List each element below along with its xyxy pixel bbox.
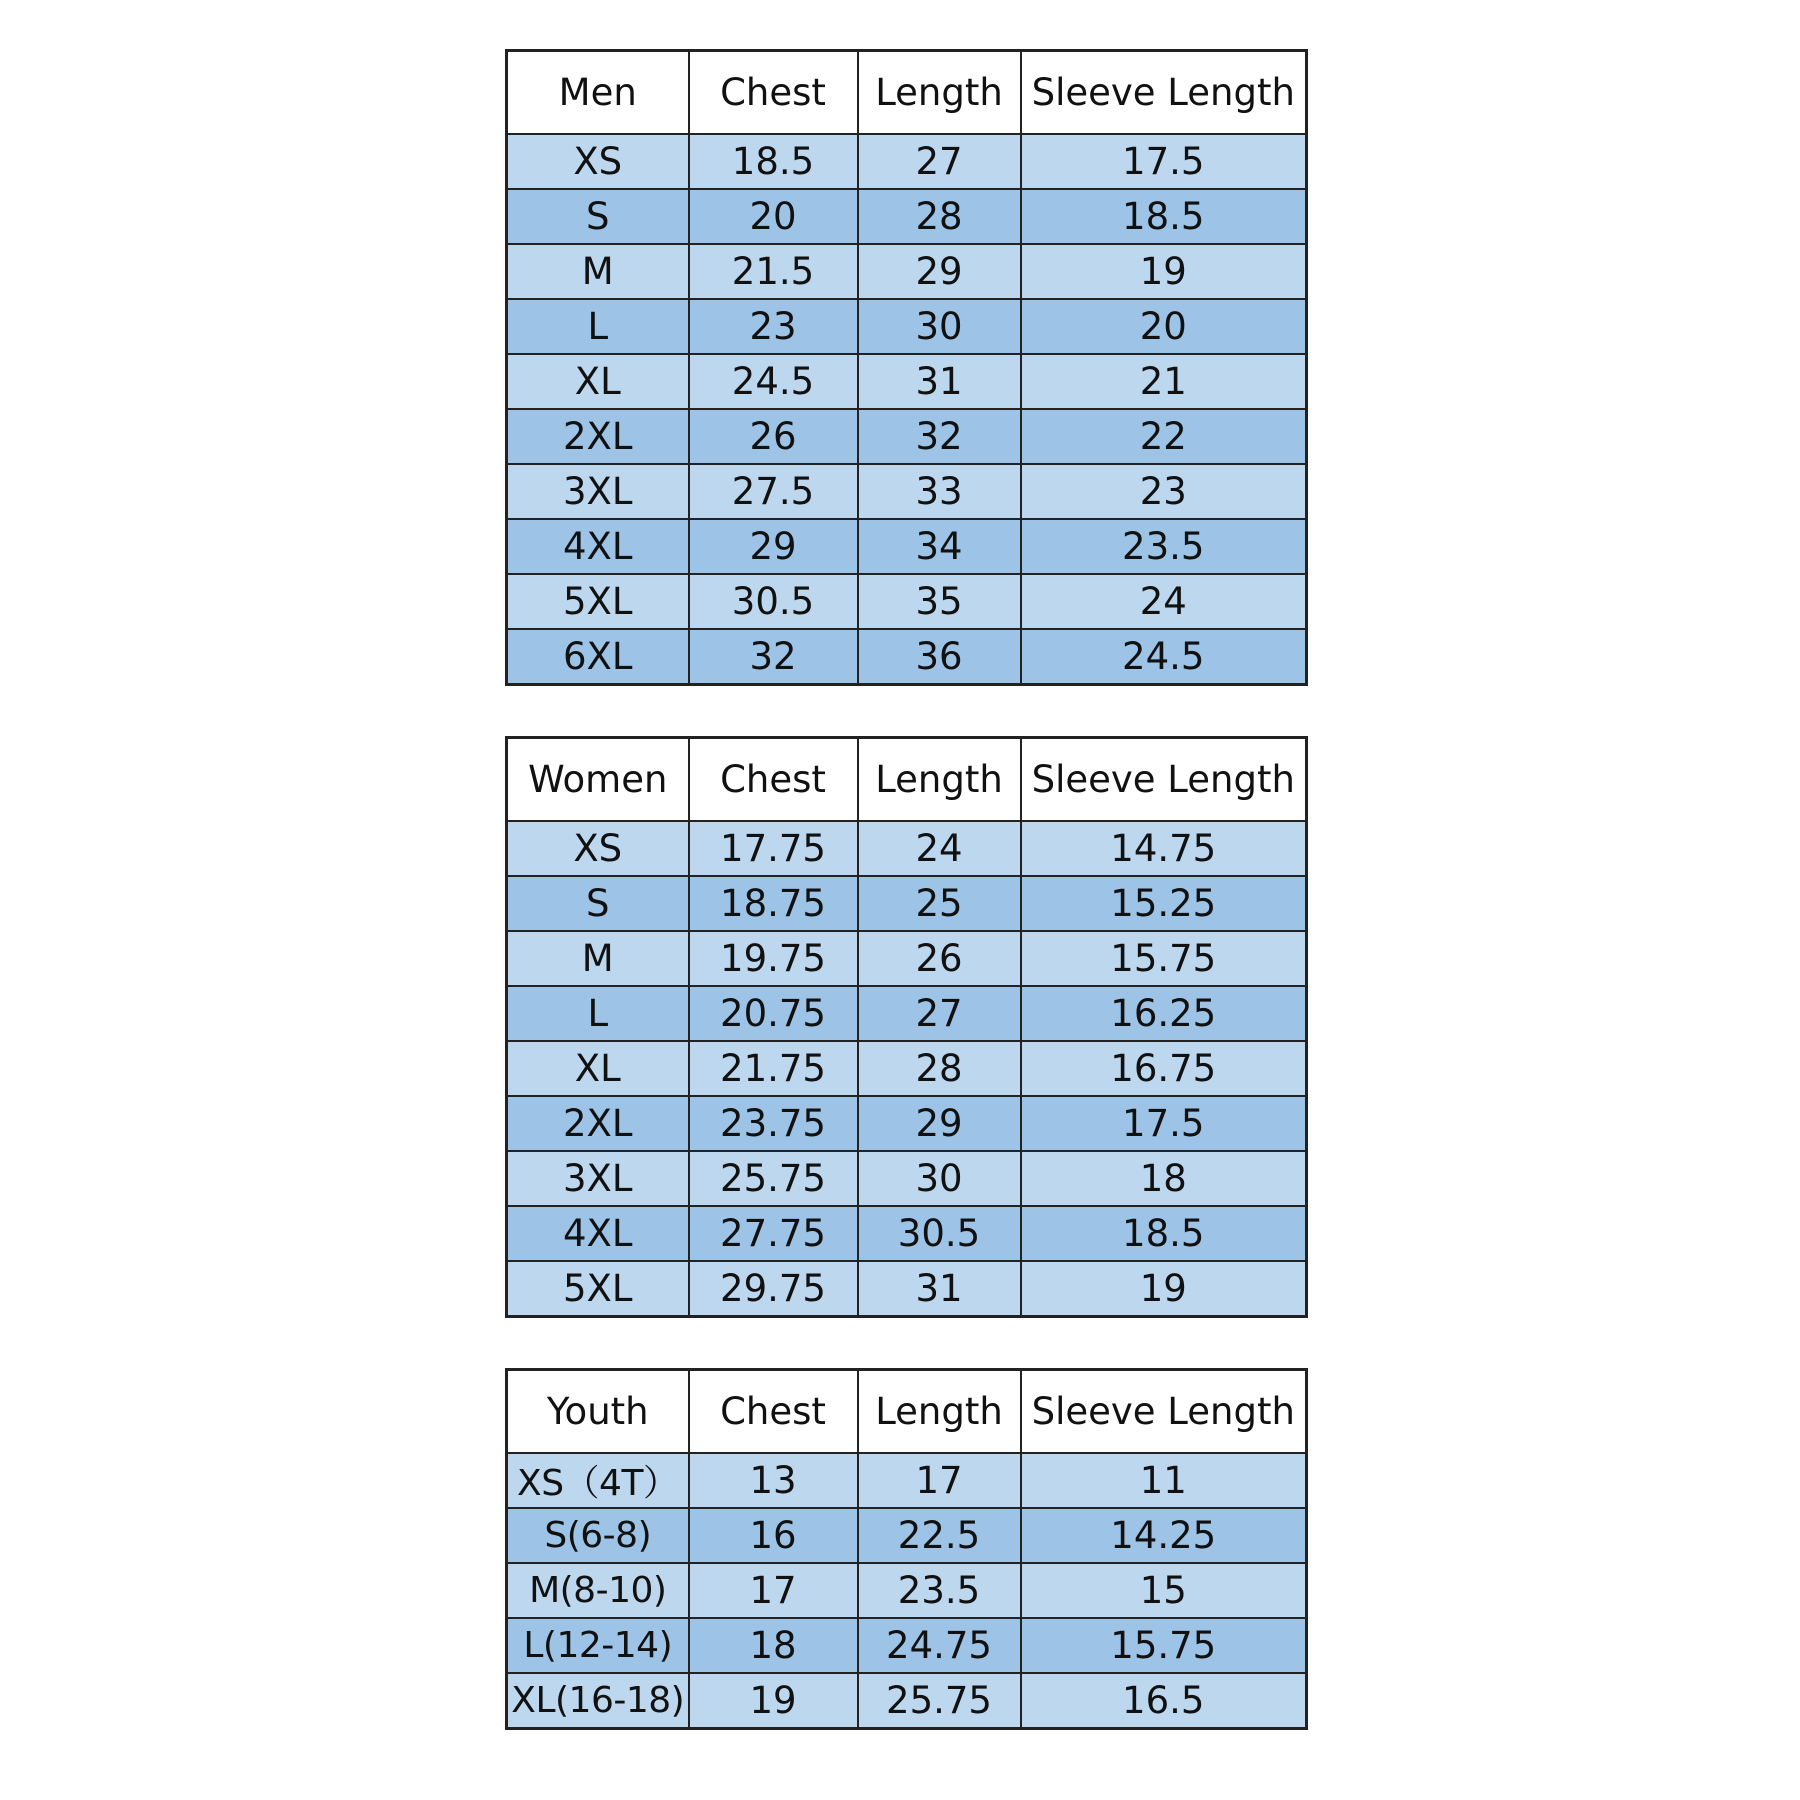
table-row — [507, 1508, 1307, 1563]
length-cell: 28 — [858, 1041, 1021, 1096]
sleeve-length-cell: 16.75 — [1021, 1041, 1307, 1096]
size-cell: XS — [507, 821, 689, 876]
sleeve-length-cell: 19 — [1021, 1261, 1307, 1317]
table-row — [507, 1041, 1307, 1096]
table-header-row — [507, 1370, 1307, 1454]
chest-cell: 29.75 — [689, 1261, 858, 1317]
sleeve-length-cell: 14.75 — [1021, 821, 1307, 876]
length-cell: 26 — [858, 931, 1021, 986]
table-row — [507, 1151, 1307, 1206]
table-row — [507, 931, 1307, 986]
sleeve-length-cell: 16.25 — [1021, 986, 1307, 1041]
header-chest: Chest — [689, 1370, 858, 1454]
men-size-table — [505, 49, 1308, 686]
length-cell: 30 — [858, 1151, 1021, 1206]
sleeve-length-cell: 15 — [1021, 1563, 1307, 1618]
chest-cell: 17.75 — [689, 821, 858, 876]
chest-cell: 23.75 — [689, 1096, 858, 1151]
table-row — [507, 134, 1307, 189]
sleeve-length-cell: 17.5 — [1021, 1096, 1307, 1151]
chest-cell: 29 — [689, 519, 858, 574]
chest-cell: 21.5 — [689, 244, 858, 299]
size-cell: M(8-10) — [507, 1563, 689, 1618]
table-row — [507, 299, 1307, 354]
length-cell: 32 — [858, 409, 1021, 464]
size-cell: S(6-8) — [507, 1508, 689, 1563]
header-length: Length — [858, 51, 1021, 135]
chest-cell: 13 — [689, 1453, 858, 1508]
table-row — [507, 1453, 1307, 1508]
size-cell: L — [507, 986, 689, 1041]
length-cell: 35 — [858, 574, 1021, 629]
chest-cell: 26 — [689, 409, 858, 464]
table-row — [507, 1096, 1307, 1151]
size-cell: 2XL — [507, 1096, 689, 1151]
chest-cell: 18.5 — [689, 134, 858, 189]
table-row — [507, 821, 1307, 876]
header-sleeve-length: Sleeve Length — [1021, 738, 1307, 822]
header-sleeve-length: Sleeve Length — [1021, 1370, 1307, 1454]
chest-cell: 18 — [689, 1618, 858, 1673]
table-row — [507, 1673, 1307, 1729]
chest-cell: 24.5 — [689, 354, 858, 409]
youth-size-table — [505, 1368, 1308, 1730]
size-cell: 4XL — [507, 1206, 689, 1261]
table-row — [507, 519, 1307, 574]
chest-cell: 32 — [689, 629, 858, 685]
chest-cell: 19.75 — [689, 931, 858, 986]
table-row — [507, 409, 1307, 464]
header-chest: Chest — [689, 738, 858, 822]
sleeve-length-cell: 21 — [1021, 354, 1307, 409]
size-cell: S — [507, 189, 689, 244]
size-cell: L — [507, 299, 689, 354]
header-size: Men — [507, 51, 689, 135]
chest-cell: 27.75 — [689, 1206, 858, 1261]
length-cell: 29 — [858, 244, 1021, 299]
header-sleeve-length: Sleeve Length — [1021, 51, 1307, 135]
chest-cell: 25.75 — [689, 1151, 858, 1206]
chest-cell: 16 — [689, 1508, 858, 1563]
header-chest: Chest — [689, 51, 858, 135]
chest-cell: 17 — [689, 1563, 858, 1618]
size-cell: XL(16-18) — [507, 1673, 689, 1729]
sleeve-length-cell: 23.5 — [1021, 519, 1307, 574]
header-size: Women — [507, 738, 689, 822]
table-header-row — [507, 738, 1307, 822]
length-cell: 29 — [858, 1096, 1021, 1151]
table-row — [507, 1563, 1307, 1618]
length-cell: 22.5 — [858, 1508, 1021, 1563]
women-size-table — [505, 736, 1308, 1318]
size-cell: XS — [507, 134, 689, 189]
size-cell: 4XL — [507, 519, 689, 574]
size-cell: 2XL — [507, 409, 689, 464]
sleeve-length-cell: 22 — [1021, 409, 1307, 464]
size-cell: M — [507, 244, 689, 299]
sleeve-length-cell: 15.75 — [1021, 1618, 1307, 1673]
header-length: Length — [858, 1370, 1021, 1454]
size-cell: 5XL — [507, 574, 689, 629]
header-length: Length — [858, 738, 1021, 822]
size-cell: L(12-14) — [507, 1618, 689, 1673]
sleeve-length-cell: 23 — [1021, 464, 1307, 519]
table-row — [507, 1261, 1307, 1317]
sleeve-length-cell: 24 — [1021, 574, 1307, 629]
table-row — [507, 876, 1307, 931]
chest-cell: 18.75 — [689, 876, 858, 931]
sleeve-length-cell: 14.25 — [1021, 1508, 1307, 1563]
size-cell: 5XL — [507, 1261, 689, 1317]
length-cell: 31 — [858, 354, 1021, 409]
length-cell: 28 — [858, 189, 1021, 244]
length-cell: 34 — [858, 519, 1021, 574]
length-cell: 23.5 — [858, 1563, 1021, 1618]
sleeve-length-cell: 19 — [1021, 244, 1307, 299]
length-cell: 27 — [858, 134, 1021, 189]
table-row — [507, 629, 1307, 685]
size-cell: XL — [507, 354, 689, 409]
sleeve-length-cell: 16.5 — [1021, 1673, 1307, 1729]
length-cell: 24 — [858, 821, 1021, 876]
table-row — [507, 244, 1307, 299]
size-cell: XS（4T） — [507, 1453, 689, 1508]
length-cell: 27 — [858, 986, 1021, 1041]
table-row — [507, 354, 1307, 409]
chest-cell: 30.5 — [689, 574, 858, 629]
table-row — [507, 1206, 1307, 1261]
table-row — [507, 986, 1307, 1041]
sleeve-length-cell: 18.5 — [1021, 1206, 1307, 1261]
table-row — [507, 1618, 1307, 1673]
length-cell: 17 — [858, 1453, 1021, 1508]
header-size: Youth — [507, 1370, 689, 1454]
sleeve-length-cell: 20 — [1021, 299, 1307, 354]
sleeve-length-cell: 15.25 — [1021, 876, 1307, 931]
length-cell: 36 — [858, 629, 1021, 685]
chest-cell: 19 — [689, 1673, 858, 1729]
size-cell: S — [507, 876, 689, 931]
length-cell: 25 — [858, 876, 1021, 931]
size-cell: 3XL — [507, 1151, 689, 1206]
sleeve-length-cell: 17.5 — [1021, 134, 1307, 189]
sleeve-length-cell: 18 — [1021, 1151, 1307, 1206]
size-cell: 6XL — [507, 629, 689, 685]
size-cell: M — [507, 931, 689, 986]
sleeve-length-cell: 18.5 — [1021, 189, 1307, 244]
chest-cell: 20 — [689, 189, 858, 244]
chest-cell: 27.5 — [689, 464, 858, 519]
sleeve-length-cell: 11 — [1021, 1453, 1307, 1508]
table-row — [507, 574, 1307, 629]
length-cell: 31 — [858, 1261, 1021, 1317]
sleeve-length-cell: 15.75 — [1021, 931, 1307, 986]
length-cell: 25.75 — [858, 1673, 1021, 1729]
sleeve-length-cell: 24.5 — [1021, 629, 1307, 685]
table-row — [507, 464, 1307, 519]
table-row — [507, 189, 1307, 244]
size-cell: 3XL — [507, 464, 689, 519]
table-header-row — [507, 51, 1307, 135]
length-cell: 24.75 — [858, 1618, 1021, 1673]
chest-cell: 20.75 — [689, 986, 858, 1041]
length-cell: 30 — [858, 299, 1021, 354]
length-cell: 30.5 — [858, 1206, 1021, 1261]
size-cell: XL — [507, 1041, 689, 1096]
chest-cell: 23 — [689, 299, 858, 354]
chest-cell: 21.75 — [689, 1041, 858, 1096]
length-cell: 33 — [858, 464, 1021, 519]
